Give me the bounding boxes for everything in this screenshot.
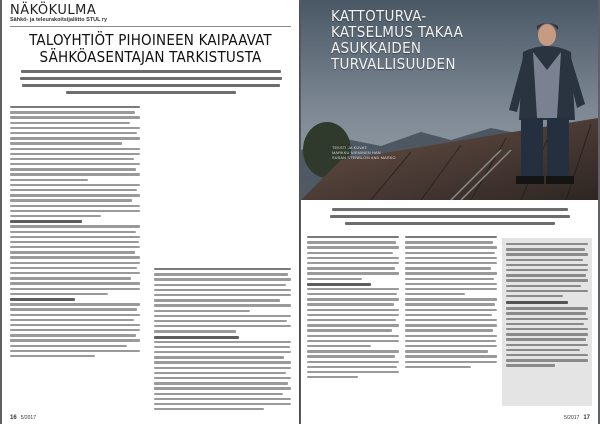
body-column-2 bbox=[154, 268, 291, 413]
left-page bbox=[2, 0, 299, 424]
body-column-3 bbox=[307, 236, 399, 381]
photo-credits: TEKSTI JA KUVAT: MARKKU NIEMINEN HAN SUSAN STENBLOM AND MARKO bbox=[332, 146, 396, 160]
right-page bbox=[301, 0, 598, 424]
page-folio-right bbox=[564, 415, 590, 421]
issue-label: 5/2017 bbox=[20, 415, 36, 421]
info-box bbox=[502, 238, 592, 406]
section-title: NÄKÖKULMA bbox=[10, 3, 97, 18]
issue-label-right: 5/2017 bbox=[564, 415, 580, 421]
section-divider bbox=[10, 26, 291, 27]
article-photo bbox=[301, 0, 598, 200]
page-folio-left bbox=[10, 415, 36, 421]
photo-headline: KATTOTURVA-KATSELMUS TAKAA ASUKKAIDEN TURVALLISUUDEN bbox=[331, 7, 464, 73]
article-lead-right bbox=[327, 208, 573, 229]
article-headline: TALOYHTIÖT PIHOINEEN KAIPAAVAT SÄHKÖASENTAJAN TARKISTUSTA bbox=[29, 31, 272, 66]
article-lead bbox=[16, 70, 285, 102]
body-column-1 bbox=[10, 106, 140, 360]
page-number-right: 17 bbox=[583, 415, 590, 421]
page-number: 16 bbox=[10, 415, 17, 421]
section-subtitle: Sähkö- ja teleurakoitsijaliitto STUL ry bbox=[10, 17, 108, 23]
body-column-4 bbox=[405, 236, 497, 371]
